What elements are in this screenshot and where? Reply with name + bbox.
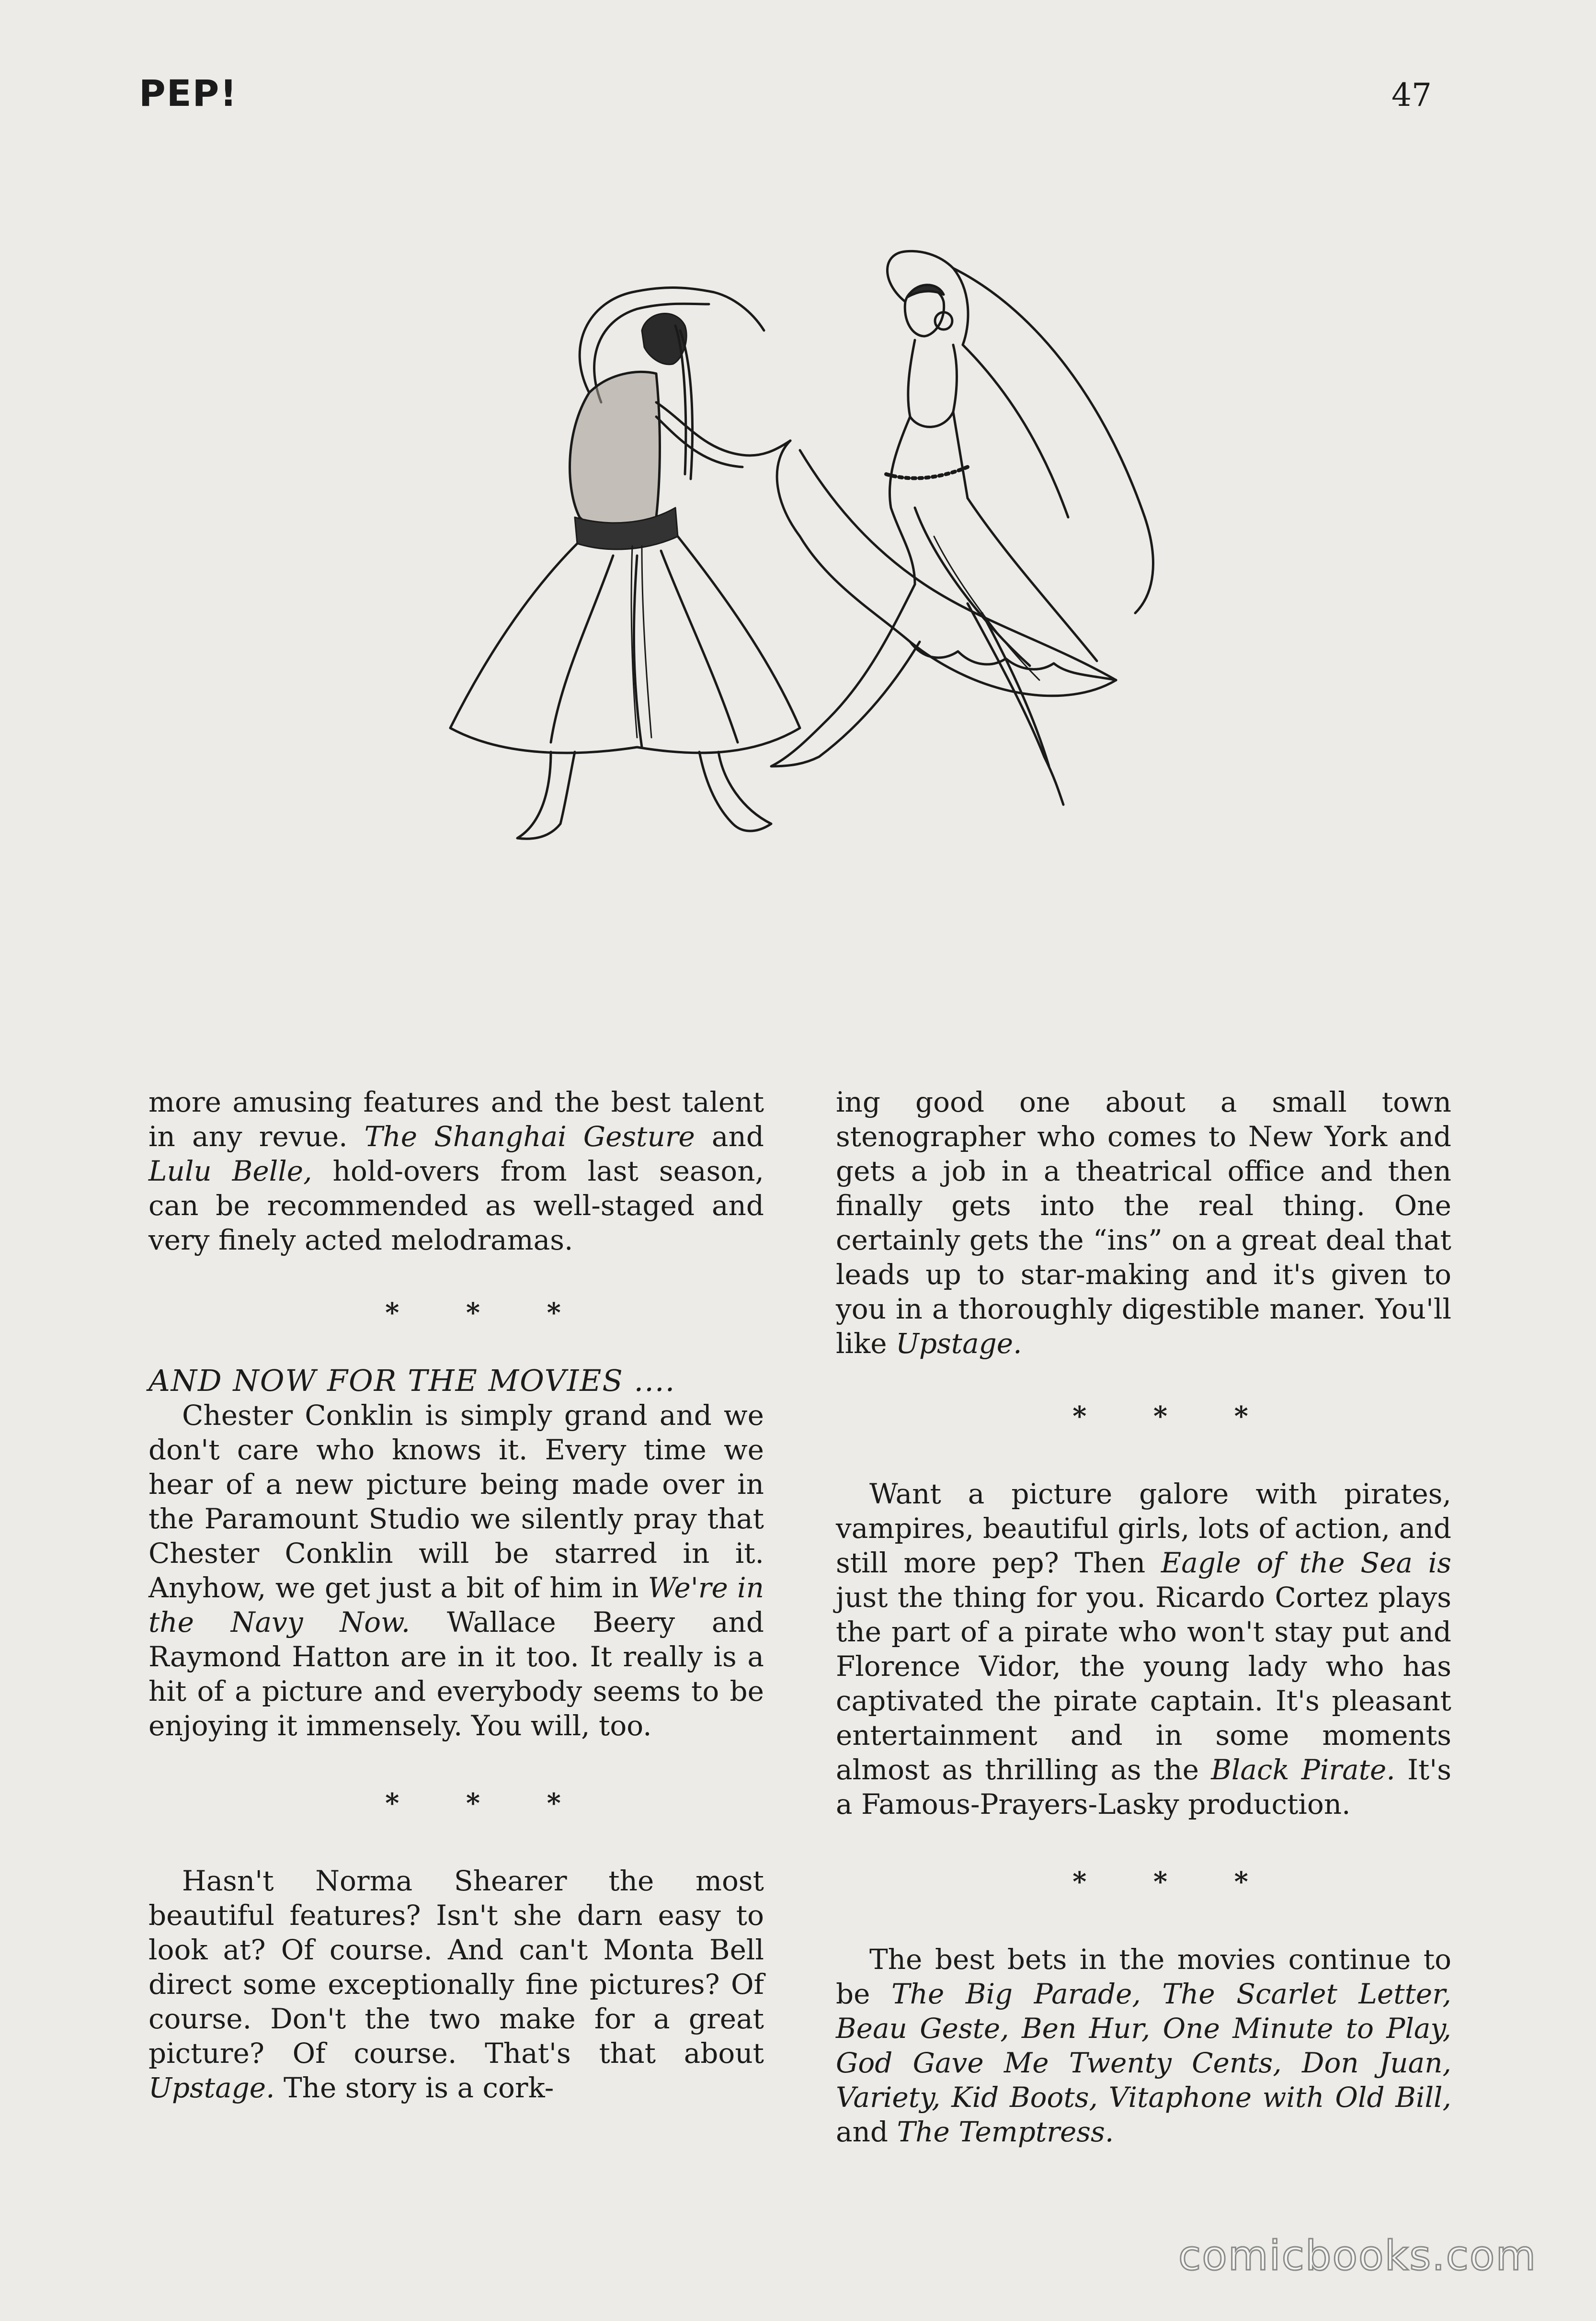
italic-title: We're in the Navy Now. [148,1571,764,1638]
section-divider-stars: * * * [385,1297,590,1329]
section-divider-stars: * * * [385,1787,590,1819]
italic-title: The Big Parade, The Scarlet Letter, Beau Geste, Ben Hur, One Minute to Play, God Gave Me Twenty Cents, Don Juan, Variety, Kid Boots, Vitaphone with Old Bill, [836,1978,1451,2114]
male-dancer-figure [450,288,800,839]
italic-title: Upstage. [148,2071,275,2104]
italic-title: Black Pirate. [1211,1753,1395,1786]
article-paragraph: Hasn't Norma Shearer the most beautiful features? Isn't she darn easy to look at? Of course. And can't Monta Bell direct some exceptionally fine pictures? Of course. Don't the two make for a great picture? Of course. That's that about Upstage. The story is a cork- [148,1865,764,2104]
female-dancer-figure [771,251,1153,805]
page-number: 47 [1391,77,1432,114]
section-heading: AND NOW FOR THE MOVIES .... [148,1363,676,1398]
right-text-column [836,1085,1451,2149]
italic-title: The Shanghai Gesture [364,1120,695,1153]
article-paragraph: more amusing features and the best talent in any revue. The Shanghai Gesture and Lulu Belle, hold-overs from last season, can be recommended as well-staged and very finely acted melodramas. [148,1086,764,1256]
magazine-title: PEP! [139,72,238,114]
left-text-column [148,1085,764,2105]
italic-title: Upstage. [896,1327,1022,1360]
section-divider-stars: * * * [1072,1400,1277,1432]
italic-title: The Temptress. [897,2116,1114,2148]
article-paragraph: The best bets in the movies continue to be The Big Parade, The Scarlet Letter, Beau Geste, Ben Hur, One Minute to Play, God Gave Me Twenty Cents, Don Juan, Variety, Kid Boots, Vitaphone with Old Bill, and The Temptress. [836,1943,1451,2148]
section-divider-stars: * * * [1072,1866,1277,1898]
article-paragraph: ing good one about a small town stenographer who comes to New York and gets a job in a theatrical office and then finally gets into the real thing. One certainly gets the “ins” on a great deal that leads up to star-making and it's given to you in a thoroughly digestible maner. You'll like Upstage. [836,1086,1451,1360]
watermark: comicbooks.com [1178,2232,1537,2280]
italic-title: Lulu Belle, [148,1155,312,1187]
article-paragraph: Chester Conklin is simply grand and we don't care who knows it. Every time we hear of a new picture being made over in the Paramount Studio we silently pray that Chester Conklin will be starred in it. Anyhow, we get just a bit of him in We're in the Navy Now. Wallace Beery and Raymond Hatton are in it too. It really is a hit of a picture and everybody seems to be enjoying it immensely. You will, too. [148,1399,764,1742]
article-paragraph: Want a picture galore with pirates, vampires, beautiful girls, lots of action, and still more pep? Then Eagle of the Sea is just the thing for you. Ricardo Cortez plays the part of a pirate who won't stay put and Florence Vidor, the young lady who has captivated the pirate captain. It's pleasant entertainment and in some moments almost as thrilling as the Black Pirate. It's a Famous-Prayers-Lasky production. [836,1478,1452,1820]
dancing-couple-illustration [407,249,1188,910]
italic-title: Eagle of the Sea is [1161,1547,1451,1579]
